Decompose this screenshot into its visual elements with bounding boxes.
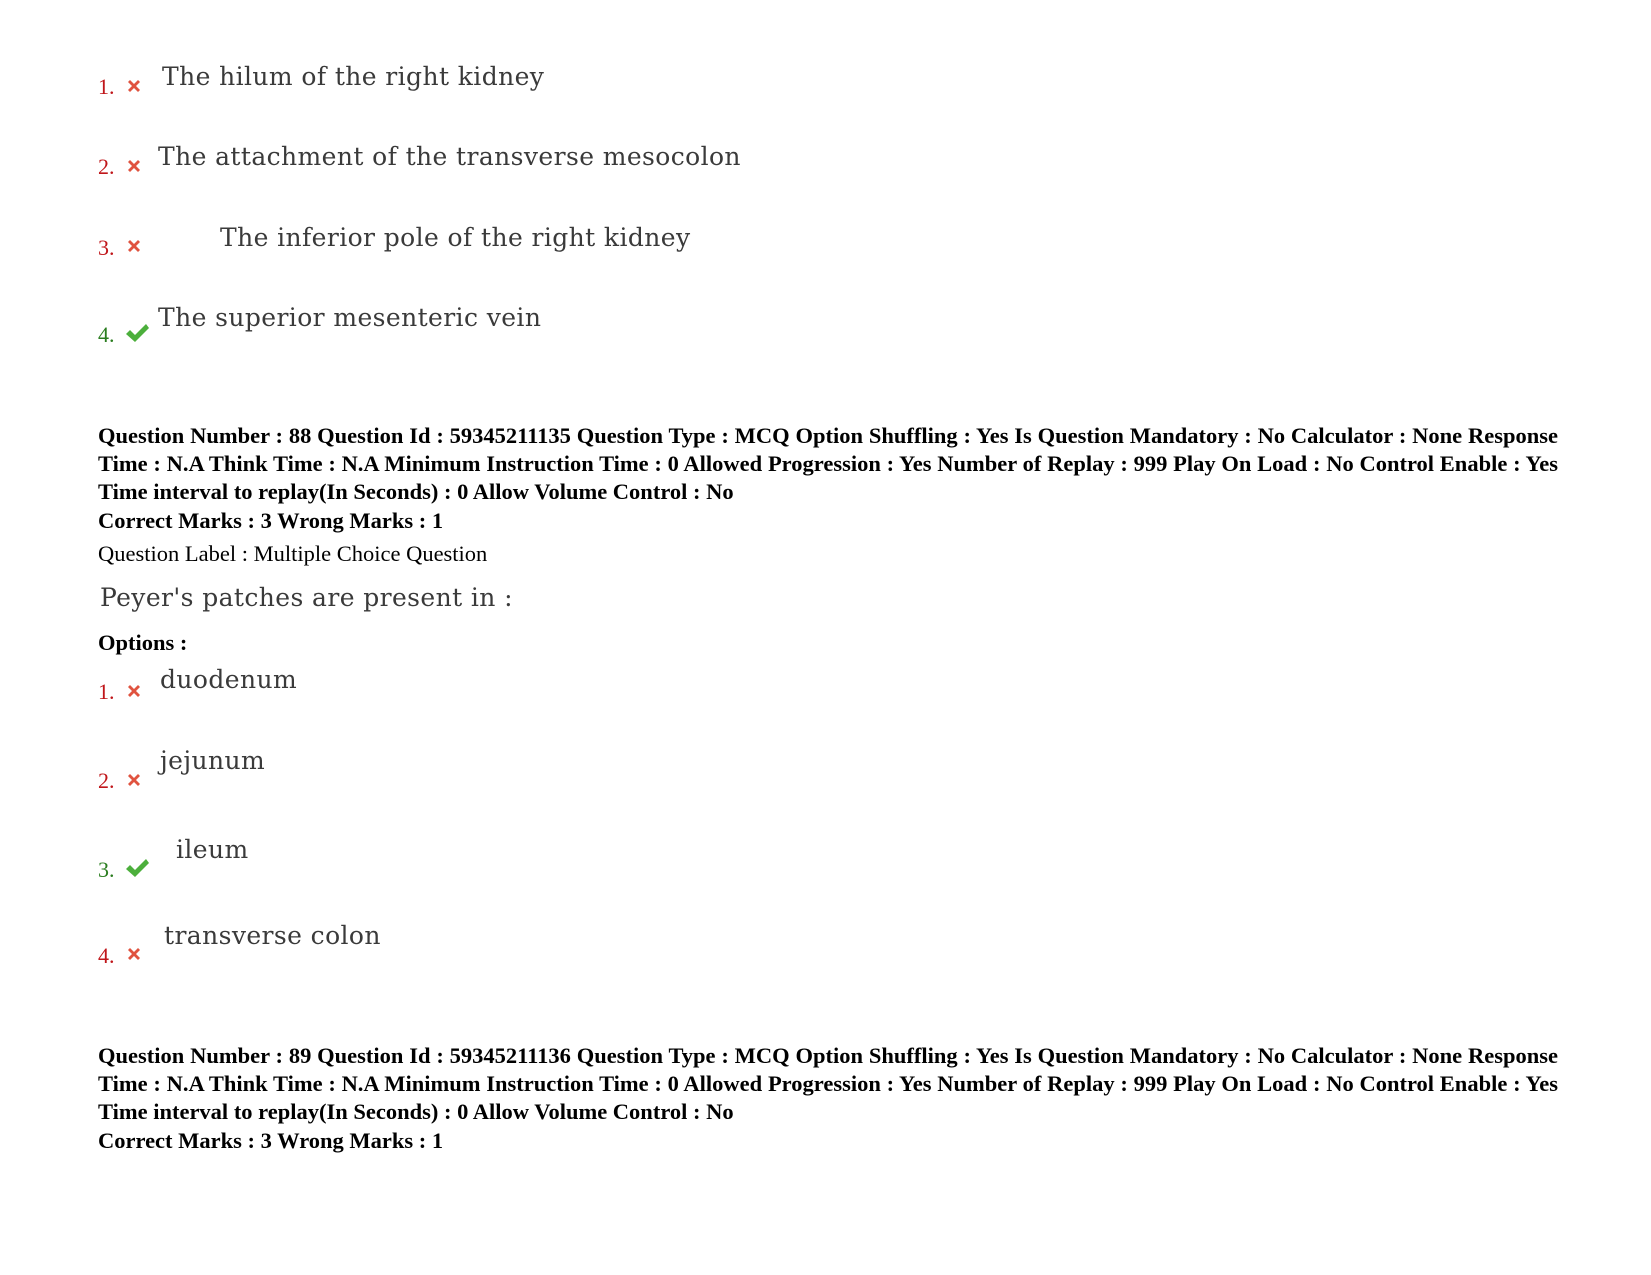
cross-icon: [124, 236, 144, 256]
question-label: Question Label : Multiple Choice Question: [98, 541, 488, 566]
option-number: 2.: [98, 768, 115, 793]
option-text: The attachment of the transverse mesocolon: [158, 142, 741, 171]
option-text: ileum: [176, 835, 249, 864]
cross-icon: [124, 76, 144, 96]
marks-info: Correct Marks : 3 Wrong Marks : 1: [98, 508, 444, 533]
marks-info: Correct Marks : 3 Wrong Marks : 1: [98, 1128, 444, 1153]
option-number: 4.: [98, 943, 115, 968]
option-text: jejunum: [160, 746, 266, 775]
option-number: 4.: [98, 322, 115, 347]
option-text: The hilum of the right kidney: [162, 62, 545, 91]
cross-icon: [124, 156, 144, 176]
option-text: transverse colon: [164, 921, 381, 950]
option-number: 1.: [98, 679, 115, 704]
cross-icon: [124, 944, 144, 964]
cross-icon: [124, 770, 144, 790]
options-heading: Options :: [98, 630, 188, 655]
option-number: 3.: [98, 857, 115, 882]
question-text: Peyer's patches are present in :: [100, 583, 513, 612]
check-icon: [124, 857, 150, 879]
question-metadata: Question Number : 88 Question Id : 59345211135 Question Type : MCQ Option Shuffling : Yes Is Question Mandatory : No Calculator : None Response Time : N.A Think Time : N.A Minimum Instruction Time : 0 Allowed Progression : Yes Number of Replay : 999 Play On Load : No Control Enable : Yes Time interval to replay(In Seconds) : 0 Allow Volume Control : No: [98, 423, 1558, 504]
cross-icon: [124, 681, 144, 701]
option-number: 1.: [98, 74, 115, 99]
option-text: duodenum: [160, 665, 298, 694]
option-text: The superior mesenteric vein: [158, 303, 542, 332]
option-text: The inferior pole of the right kidney: [220, 223, 691, 252]
option-number: 2.: [98, 154, 115, 179]
check-icon: [124, 322, 150, 344]
question-metadata: Question Number : 89 Question Id : 59345211136 Question Type : MCQ Option Shuffling : Yes Is Question Mandatory : No Calculator : None Response Time : N.A Think Time : N.A Minimum Instruction Time : 0 Allowed Progression : Yes Number of Replay : 999 Play On Load : No Control Enable : Yes Time interval to replay(In Seconds) : 0 Allow Volume Control : No: [98, 1043, 1558, 1124]
option-number: 3.: [98, 235, 115, 260]
